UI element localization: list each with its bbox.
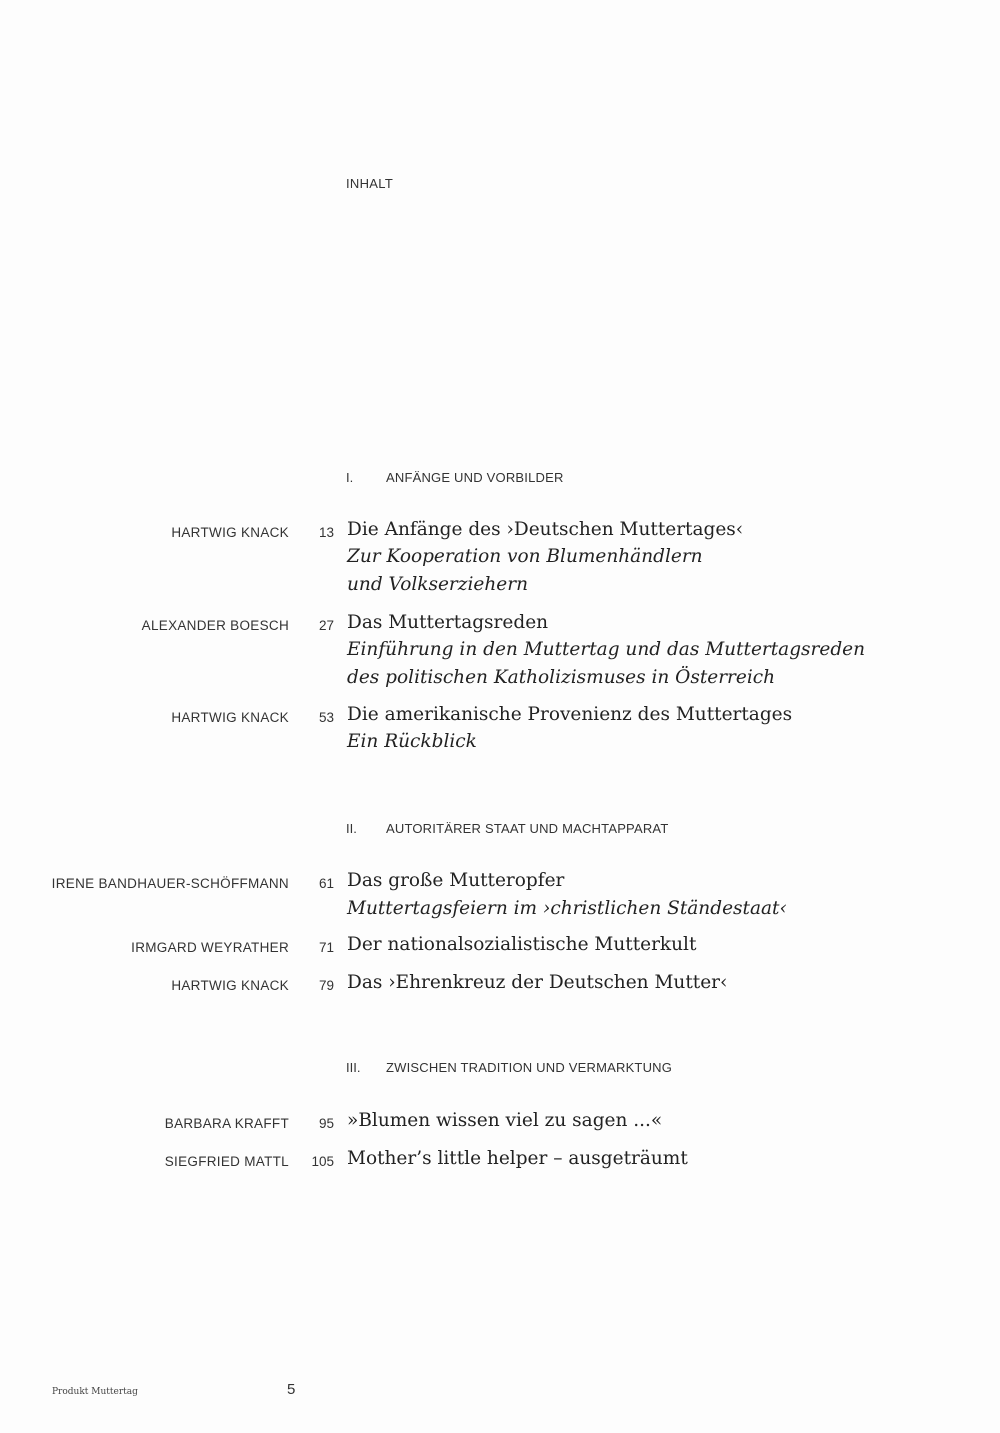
entry-page-number: 105	[311, 1154, 334, 1169]
entry-author: HARTWIG KNACK	[171, 978, 289, 993]
entry-page-number: 13	[318, 525, 334, 540]
entry-subtitle: des politischen Katholizismuses in Österreich	[347, 667, 776, 688]
entry-subtitle: Ein Rückblick	[347, 731, 477, 752]
entry-author: IRENE BANDHAUER-SCHÖFFMANN	[51, 876, 289, 891]
entry-author: BARBARA KRAFFT	[164, 1116, 289, 1131]
entry-page-number: 71	[318, 940, 334, 955]
entry-subtitle: Zur Kooperation von Blumenhändlern	[347, 546, 703, 567]
entry-title: Das ›Ehrenkreuz der Deutschen Mutter‹	[347, 972, 728, 993]
entry-page-number: 79	[318, 978, 334, 993]
entry-title: Das Muttertagsreden	[347, 612, 549, 633]
entry-author: ALEXANDER BOESCH	[141, 618, 289, 633]
footer-book-title: Produkt Muttertag	[52, 1387, 138, 1397]
entry-title: Der nationalsozialistische Mutterkult	[347, 934, 697, 955]
section-number: II.	[346, 821, 357, 836]
entry-title: Das große Mutteropfer	[347, 870, 565, 891]
entry-page-number: 61	[318, 876, 334, 891]
entry-subtitle: und Volkserziehern	[347, 574, 528, 595]
entry-author: HARTWIG KNACK	[171, 710, 289, 725]
entry-title: Die Anfänge des ›Deutschen Muttertages‹	[347, 519, 744, 540]
page-heading: INHALT	[346, 176, 394, 191]
entry-author: IRMGARD WEYRATHER	[131, 940, 289, 955]
entry-subtitle: Einführung in den Muttertag und das Muttertagsreden	[347, 639, 866, 660]
entry-subtitle: Muttertagsfeiern im ›christlichen Ständestaat‹	[347, 898, 787, 919]
entry-page-number: 27	[318, 618, 334, 633]
section-title: ZWISCHEN TRADITION UND VERMARKTUNG	[386, 1060, 673, 1075]
entry-author: HARTWIG KNACK	[171, 525, 289, 540]
section-number: III.	[346, 1060, 361, 1075]
section-number: I.	[346, 470, 354, 485]
entry-title: Die amerikanische Provenienz des Muttertages	[347, 704, 793, 725]
section-title: ANFÄNGE UND VORBILDER	[386, 470, 564, 485]
section-title: AUTORITÄRER STAAT UND MACHTAPPARAT	[386, 821, 669, 836]
entry-title: »Blumen wissen viel zu sagen ...«	[347, 1110, 663, 1131]
entry-page-number: 95	[318, 1116, 334, 1131]
footer-page-number: 5	[287, 1381, 296, 1398]
entry-page-number: 53	[318, 710, 334, 725]
entry-title: Mother’s little helper – ausgeträumt	[347, 1148, 688, 1169]
entry-author: SIEGFRIED MATTL	[164, 1154, 289, 1169]
